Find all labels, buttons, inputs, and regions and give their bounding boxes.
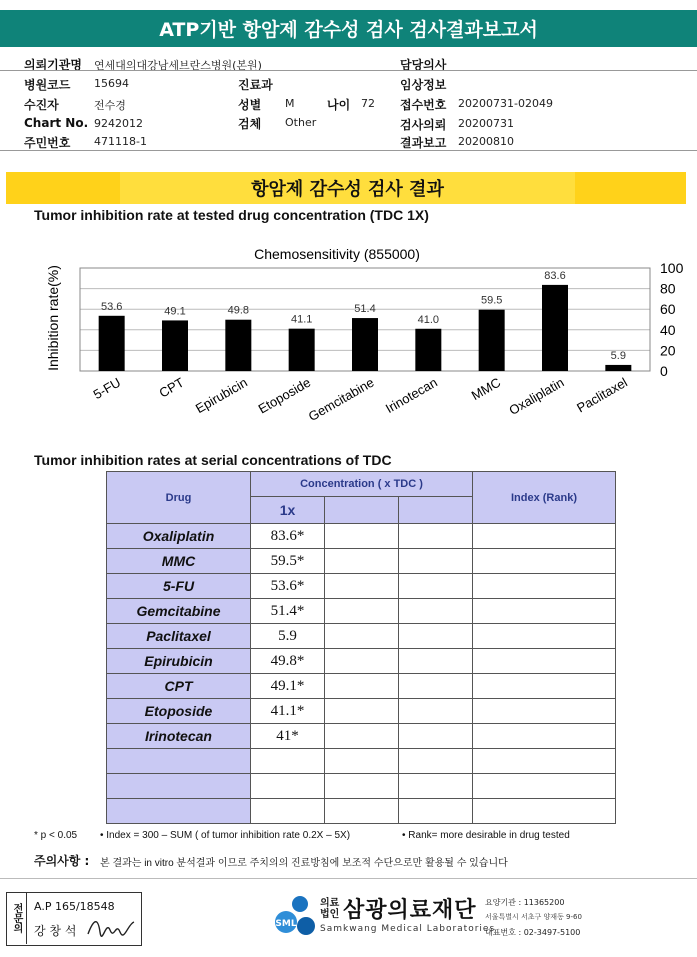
pathologist-name: 강 창 석 xyxy=(34,924,77,938)
index-rank-cell xyxy=(473,724,616,749)
org-prefix-line2: 법인 xyxy=(320,909,340,920)
empty-concentration-cell xyxy=(399,699,473,724)
bar-value-label: 49.1 xyxy=(164,305,186,318)
inhibition-1x-cell: 41.1* xyxy=(251,699,325,724)
inhibition-1x-cell: 49.1* xyxy=(251,674,325,699)
ap-number: A.P 165/18548 xyxy=(34,900,115,913)
specialist-vertical-text: 전문의 xyxy=(11,903,22,933)
chart-no-value: 9242012 xyxy=(94,117,143,130)
dept-label: 진료과 xyxy=(238,78,273,92)
sex-label: 성별 xyxy=(238,98,262,112)
table-row xyxy=(107,699,616,724)
table-row xyxy=(107,549,616,574)
drug-name-cell: Etoposide xyxy=(107,699,251,724)
empty-concentration-cell xyxy=(399,649,473,674)
inhibition-1x-cell: 83.6* xyxy=(251,524,325,549)
age-label: 나이 xyxy=(327,98,351,112)
empty-concentration-cell xyxy=(399,774,473,799)
report-title: ATP기반 항암제 감수성 검사 검사결과보고서 xyxy=(0,10,697,47)
index-note: • Index = 300 – SUM ( of tumor inhibition rate 0.2X – 5X) xyxy=(100,830,351,841)
conc-1x-header: 1x xyxy=(251,497,325,524)
drug-name-cell xyxy=(107,799,251,824)
inhibition-1x-cell: 53.6* xyxy=(251,574,325,599)
info-divider xyxy=(0,150,697,151)
y-tick-label: 0 xyxy=(660,363,668,379)
age-value: 72 xyxy=(361,97,375,110)
table-row xyxy=(107,574,616,599)
bar-value-label: 49.8 xyxy=(227,304,250,317)
empty-concentration-cell xyxy=(399,724,473,749)
empty-concentration-cell xyxy=(325,724,399,749)
drug-name-cell: Epirubicin xyxy=(107,649,251,674)
category-label: Epirubicin xyxy=(192,374,250,417)
chart-title: Chemosensitivity (855000) xyxy=(254,246,420,262)
rank-note: • Rank= more desirable in drug tested xyxy=(402,830,570,841)
drug-name-cell: Gemcitabine xyxy=(107,599,251,624)
empty-concentration-cell xyxy=(399,599,473,624)
empty-concentration-cell xyxy=(325,599,399,624)
chart-heading: Tumor inhibition rate at tested drug concentration (TDC 1X) xyxy=(34,207,429,223)
footer-divider xyxy=(0,878,697,879)
bar-cpt xyxy=(162,320,188,371)
doctor-label: 담당의사 xyxy=(400,58,447,72)
index-rank-cell xyxy=(473,524,616,549)
empty-concentration-cell xyxy=(399,674,473,699)
info-divider xyxy=(0,70,697,71)
bar-gemcitabine xyxy=(352,318,378,371)
bars xyxy=(99,270,632,371)
resident-label: 주민번호 xyxy=(24,136,71,150)
inhibition-1x-cell: 59.5* xyxy=(251,549,325,574)
code-value: 15694 xyxy=(94,77,129,90)
report-date-label: 결과보고 xyxy=(400,136,447,150)
table-row xyxy=(107,524,616,549)
table-row xyxy=(107,724,616,749)
drug-name-cell: Paclitaxel xyxy=(107,624,251,649)
bar-etoposide xyxy=(289,329,315,371)
index-rank-cell xyxy=(473,749,616,774)
index-rank-header: Index (Rank) xyxy=(473,472,616,524)
bar-value-label: 59.5 xyxy=(480,294,503,307)
caution-label: 주의사항 : xyxy=(34,854,90,868)
drug-name-cell: CPT xyxy=(107,674,251,699)
y-tick-label: 60 xyxy=(660,301,676,318)
empty-concentration-cell xyxy=(325,549,399,574)
table-heading: Tumor inhibition rates at serial concentrations of TDC xyxy=(34,452,392,468)
empty-concentration-cell xyxy=(399,574,473,599)
empty-concentration-cell xyxy=(325,674,399,699)
bar-value-label: 41.0 xyxy=(417,313,440,326)
specialist-label xyxy=(6,892,27,944)
y-tick-label: 20 xyxy=(660,342,676,359)
specimen-value: Other xyxy=(285,116,317,129)
drug-name-cell xyxy=(107,749,251,774)
inhibition-1x-cell xyxy=(251,774,325,799)
bar-value-label: 51.4 xyxy=(354,303,376,316)
conc-empty-header xyxy=(399,497,473,524)
receipt-label: 접수번호 xyxy=(400,98,447,112)
org-prefix xyxy=(320,898,339,920)
section-title: 항암제 감수성 검사 결과 xyxy=(120,172,575,204)
patient-value: 전수경 xyxy=(94,99,126,112)
resident-value: 471118-1 xyxy=(94,135,147,148)
org-prefix-line1: 의료 xyxy=(320,898,340,909)
signature-mark xyxy=(86,914,136,940)
caution-text: 본 결과는 in vitro 분석결과 이므로 주치의의 진료방침에 보조적 수단으로만 활용될 수 있습니다 xyxy=(100,858,508,869)
empty-concentration-cell xyxy=(399,624,473,649)
patient-label: 수진자 xyxy=(24,98,59,112)
empty-concentration-cell xyxy=(325,624,399,649)
category-label: Oxaliplatin xyxy=(506,374,567,418)
empty-concentration-cell xyxy=(399,524,473,549)
category-label: MMC xyxy=(468,374,504,404)
bar-value-label: 83.6 xyxy=(544,269,566,282)
hospital-label: 의뢰기관명 xyxy=(24,58,82,72)
concentration-header: Concentration ( x TDC ) xyxy=(251,472,473,497)
y-tick-label: 80 xyxy=(660,280,676,297)
index-rank-cell xyxy=(473,549,616,574)
category-labels xyxy=(91,375,630,425)
drug-name-cell: MMC xyxy=(107,549,251,574)
bar-mmc xyxy=(479,310,505,371)
bar-value-label: 5.9 xyxy=(610,349,626,362)
category-label: Gemcitabine xyxy=(305,374,377,425)
drug-name-cell: Irinotecan xyxy=(107,724,251,749)
category-label: Irinotecan xyxy=(382,374,440,417)
empty-concentration-cell xyxy=(325,574,399,599)
empty-concentration-cell xyxy=(325,524,399,549)
drug-column-header: Drug xyxy=(107,472,251,524)
bar-value-label: 41.1 xyxy=(290,313,313,326)
category-label: Etoposide xyxy=(255,374,314,417)
table-row xyxy=(107,749,616,774)
org-name: 삼광의료재단 xyxy=(343,898,477,923)
inhibition-1x-cell: 41* xyxy=(251,724,325,749)
sml-logo-icon xyxy=(272,892,318,942)
inhibition-1x-cell: 5.9 xyxy=(251,624,325,649)
org-address: 서울특별시 서초구 양재동 9-60 xyxy=(485,913,582,921)
request-value: 20200731 xyxy=(458,117,514,130)
index-rank-cell xyxy=(473,574,616,599)
table-row xyxy=(107,774,616,799)
drug-results-table xyxy=(106,471,616,824)
table-row xyxy=(107,674,616,699)
receipt-value: 20200731-02049 xyxy=(458,97,553,110)
empty-concentration-cell xyxy=(399,799,473,824)
drug-name-cell: 5-FU xyxy=(107,574,251,599)
empty-concentration-cell xyxy=(325,749,399,774)
table-row xyxy=(107,599,616,624)
y-tick-label: 100 xyxy=(660,260,684,276)
org-english-name: Samkwang Medical Laboratories xyxy=(320,924,496,934)
specimen-label: 검체 xyxy=(238,117,262,131)
hospital-value: 연세대의대강남세브란스병원(본원) xyxy=(94,59,262,72)
bar-5-fu xyxy=(99,316,125,371)
table-row xyxy=(107,649,616,674)
bar-value-label: 53.6 xyxy=(100,300,123,313)
index-rank-cell xyxy=(473,599,616,624)
index-rank-cell xyxy=(473,799,616,824)
conc-empty-header xyxy=(325,497,399,524)
report-date-value: 20200810 xyxy=(458,135,514,148)
empty-concentration-cell xyxy=(325,649,399,674)
inhibition-1x-cell: 49.8* xyxy=(251,649,325,674)
index-rank-cell xyxy=(473,699,616,724)
index-rank-cell xyxy=(473,674,616,699)
sex-value: M xyxy=(285,97,295,110)
bar-oxaliplatin xyxy=(542,285,568,371)
empty-concentration-cell xyxy=(325,774,399,799)
category-label: 5-FU xyxy=(90,374,124,403)
index-rank-cell xyxy=(473,624,616,649)
drug-name-cell: Oxaliplatin xyxy=(107,524,251,549)
y-axis-label: Inhibition rate(%) xyxy=(45,265,61,371)
chart-no-label: Chart No. xyxy=(24,116,89,130)
y-tick-label: 40 xyxy=(660,321,676,338)
clinical-label: 임상정보 xyxy=(400,78,447,92)
empty-concentration-cell xyxy=(399,549,473,574)
table-row xyxy=(107,799,616,824)
index-rank-cell xyxy=(473,774,616,799)
bar-irinotecan xyxy=(415,329,441,371)
category-label: Paclitaxel xyxy=(574,374,630,416)
inhibition-1x-cell xyxy=(251,799,325,824)
chemosensitivity-chart xyxy=(0,228,697,450)
inhibition-1x-cell: 51.4* xyxy=(251,599,325,624)
drug-name-cell xyxy=(107,774,251,799)
empty-concentration-cell xyxy=(399,749,473,774)
y-tick-labels xyxy=(660,260,684,379)
request-label: 검사의뢰 xyxy=(400,118,447,132)
bar-paclitaxel xyxy=(605,365,631,371)
logo-text: SML xyxy=(275,919,297,929)
inhibition-1x-cell xyxy=(251,749,325,774)
org-phone: 대표번호 : 02-3497-5100 xyxy=(485,928,581,937)
empty-concentration-cell xyxy=(325,699,399,724)
empty-concentration-cell xyxy=(325,799,399,824)
category-label: CPT xyxy=(156,374,187,401)
bar-epirubicin xyxy=(225,320,251,371)
p-value-note: * p < 0.05 xyxy=(34,830,78,841)
table-row xyxy=(107,624,616,649)
code-label: 병원코드 xyxy=(24,78,71,92)
institution-code: 요양기관 : 11365200 xyxy=(485,898,565,907)
index-rank-cell xyxy=(473,649,616,674)
